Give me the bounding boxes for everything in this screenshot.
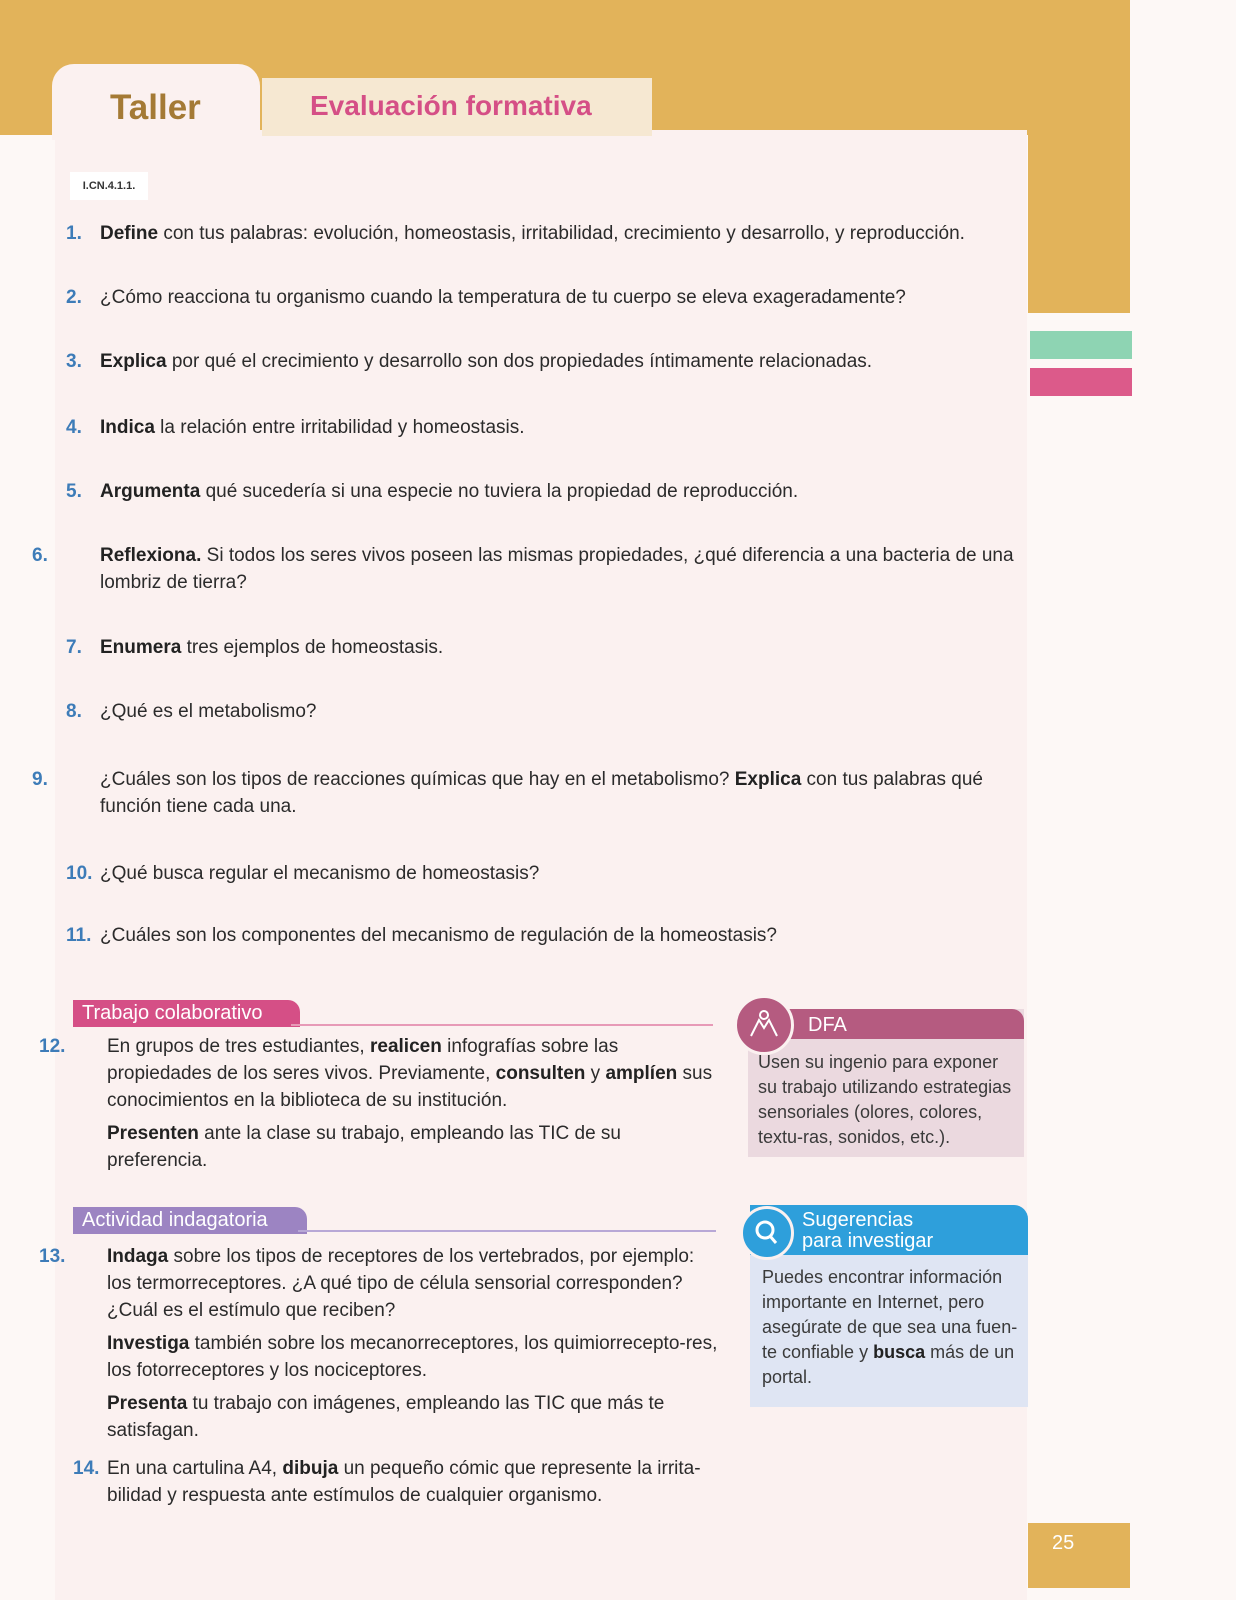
actividad-indagatoria-tag: Actividad indagatoria bbox=[73, 1207, 307, 1234]
side-band bbox=[1028, 0, 1130, 313]
question-9: 9. ¿Cuáles son los tipos de reacciones químicas que hay en el metabolismo? Explica con tus palabras qué función tiene cada una. bbox=[32, 769, 983, 817]
question-7: 7. Enumera tres ejemplos de homeostasis. bbox=[66, 637, 444, 658]
question-2: 2. ¿Cómo reacciona tu organismo cuando la temperatura de tu cuerpo se eleva exageradamente? bbox=[66, 287, 906, 308]
page-number: 25 bbox=[1052, 1532, 1075, 1554]
sugerencias-title: Sugerencias para investigar bbox=[802, 1209, 934, 1252]
dfa-text: Usen su ingenio para exponer su trabajo utilizando estrategias sensoriales (olores, colores, textu-ras, sonidos, etc.). bbox=[758, 1052, 1012, 1147]
trabajo-colaborativo-tag: Trabajo colaborativo bbox=[73, 1000, 300, 1027]
question-8: 8. ¿Qué es el metabolismo? bbox=[66, 701, 317, 722]
section-divider bbox=[291, 1024, 713, 1026]
question-5: 5. Argumenta qué sucedería si una especie no tuviera la propiedad de reproducción. bbox=[66, 481, 799, 502]
question-10: 10. ¿Qué busca regular el mecanismo de homeostasis? bbox=[66, 863, 540, 884]
evaluacion-tab bbox=[262, 78, 652, 136]
section-divider bbox=[298, 1230, 716, 1232]
question-11: 11. ¿Cuáles son los componentes del mecanismo de regulación de la homeostasis? bbox=[66, 925, 777, 946]
side-stripe-pink bbox=[1030, 368, 1132, 396]
question-14: 14. En una cartulina A4, dibuja un pequeño cómic que represente la irrita-bilidad y respuesta ante estímulos de cualquier organismo. bbox=[73, 1458, 701, 1506]
evaluacion-title: Evaluación formativa bbox=[310, 90, 592, 121]
page-number-box bbox=[1028, 1523, 1130, 1588]
question-6: 6. Reflexiona. Si todos los seres vivos poseen las mismas propiedades, ¿qué diferencia a una bacteria de una lombriz de tierra? bbox=[32, 545, 1014, 593]
question-12: 12. En grupos de tres estudiantes, realicen infografías sobre las propiedades de los seres vivos. Previamente, consulten y amplíen sus conocimientos en la biblioteca de su institución. Presenten ante la clase su trabajo, empleando las TIC de su preferencia. bbox=[39, 1036, 713, 1171]
magnifier-icon bbox=[740, 1206, 794, 1260]
sugerencias-text: Puedes encontrar información importante en Internet, pero asegúrate de que sea una fuen-te confiable y busca más de un portal. bbox=[762, 1267, 1018, 1387]
taller-title: Taller bbox=[110, 88, 201, 127]
question-13: 13. Indaga sobre los tipos de receptores de los vertebrados, por ejemplo: los termorreceptores. ¿A qué tipo de célula sensorial corresponden? ¿Cuál es el estímulo que reciben? Investiga también sobre los mecanorreceptores, los quimiorrecepto-res, los fotorreceptores y los nociceptores. Presenta tu trabajo con imágenes, empleando las TIC que más te satisfagan. bbox=[39, 1246, 718, 1441]
question-4: 4. Indica la relación entre irritabilidad y homeostasis. bbox=[66, 417, 525, 438]
dfa-title: DFA bbox=[808, 1014, 847, 1036]
question-1: 1. Define con tus palabras: evolución, homeostasis, irritabilidad, crecimiento y desarrollo, y reproducción. bbox=[66, 223, 965, 244]
hands-icon bbox=[734, 995, 794, 1055]
taller-tab bbox=[52, 64, 260, 140]
side-stripe-green bbox=[1030, 331, 1132, 359]
question-3: 3. Explica por qué el crecimiento y desarrollo son dos propiedades íntimamente relacionadas. bbox=[66, 351, 873, 372]
curriculum-code: I.CN.4.1.1. bbox=[70, 172, 148, 200]
